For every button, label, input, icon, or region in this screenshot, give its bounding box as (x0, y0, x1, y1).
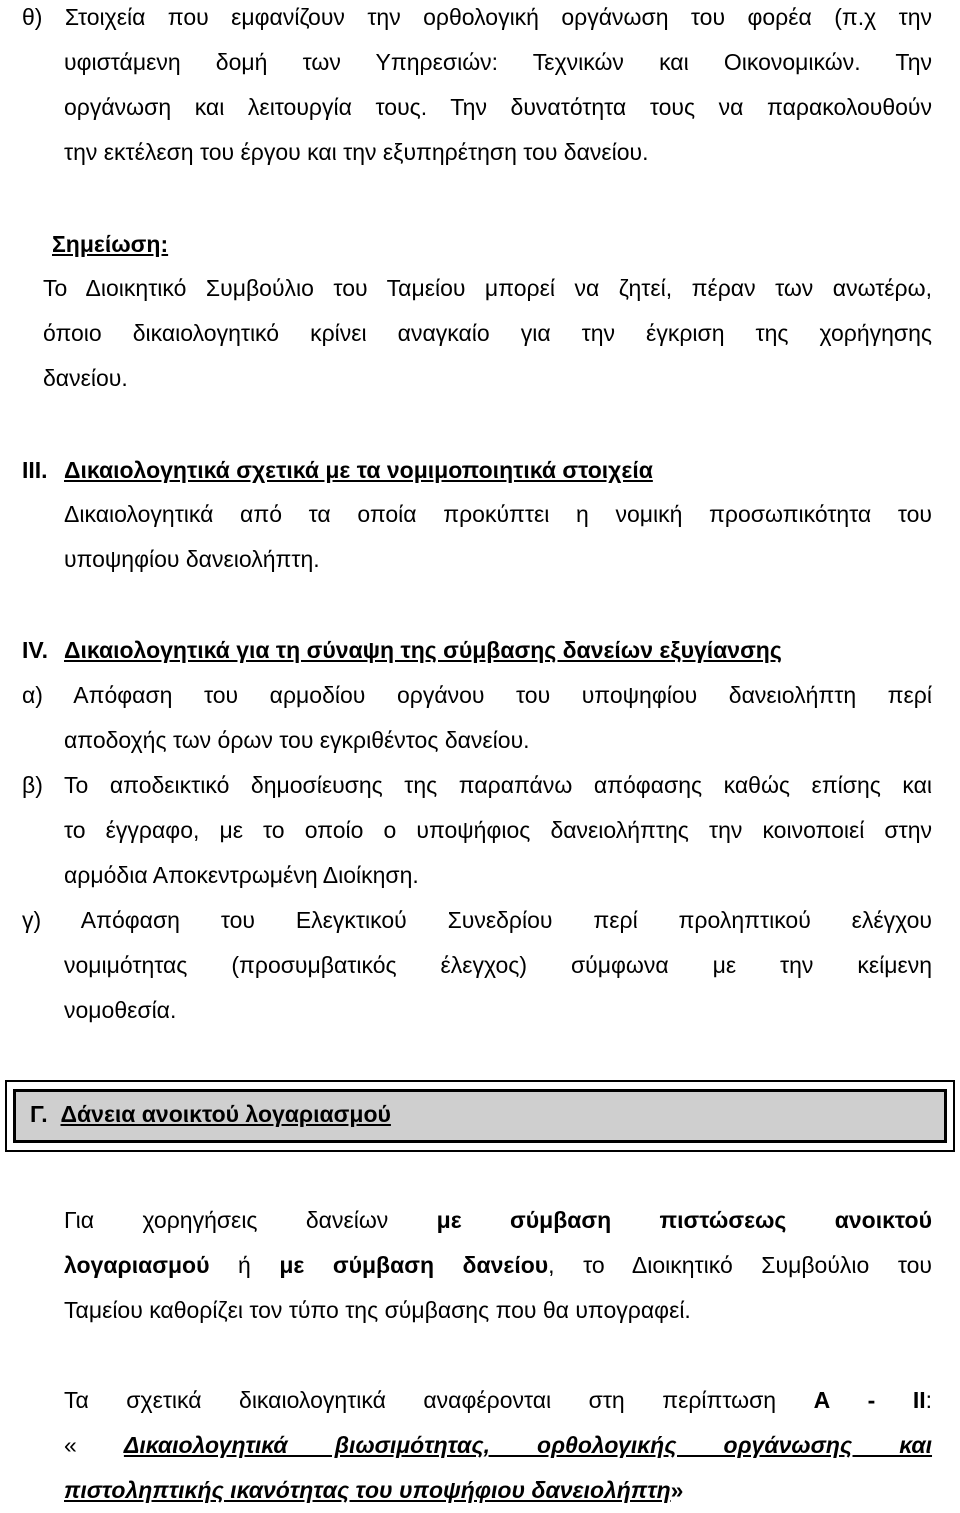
item-b-line-1: β) Το αποδεικτικό δημοσίευσης της παραπάνω απόφασης καθώς επίσης και (22, 772, 932, 798)
note-title: Σημείωση: (52, 231, 169, 257)
para2-quoted-title: Δικαιολογητικά βιωσιμότητας, ορθολογικής οργάνωσης και (123, 1432, 933, 1458)
section-g-header-box (5, 1080, 955, 1152)
section3-line-1: Δικαιολογητικά από τα οποία προκύπτει η νομική προσωπικότητα του (64, 501, 932, 527)
section3-heading: Δικαιολογητικά σχετικά με τα νομιμοποιητικά στοιχεία (64, 457, 653, 483)
note-line-3: δανείου. (43, 365, 128, 391)
para1-line-1 (64, 1205, 932, 1235)
para1-bold-text: με σύμβαση πιστώσεως ανοικτού (436, 1207, 932, 1233)
note-line-1: Το Διοικητικό Συμβούλιο του Ταμείου μπορεί να ζητεί, πέραν των ανωτέρω, (43, 275, 932, 301)
theta-line-3: οργάνωση και λειτουργία τους. Την δυνατότητα τους να παρακολουθούν (64, 94, 932, 120)
theta-line-4: την εκτέλεση του έργου και την εξυπηρέτηση του δανείου. (64, 139, 649, 165)
para2-reference: Α - ΙΙ (813, 1387, 926, 1413)
section-g-heading (30, 1099, 391, 1129)
para1-line-3: Ταμείου καθορίζει τον τύπο της σύμβασης που θα υπογραφεί. (64, 1297, 691, 1323)
theta-line-1: θ) Στοιχεία που εμφανίζουν την ορθολογική οργάνωση του φορέα (π.χ την (22, 4, 932, 30)
section4-number: IV. (22, 637, 49, 663)
para2-line-2 (64, 1430, 932, 1460)
section-g-header-shade (13, 1089, 947, 1143)
para2-line-1 (64, 1385, 932, 1415)
item-c-line-3: νομοθεσία. (64, 997, 177, 1023)
para1-line-2 (64, 1250, 932, 1280)
item-a-line-2: αποδοχής των όρων του εγκριθέντος δανείου. (64, 727, 530, 753)
para2-quote-close: » (670, 1477, 684, 1503)
item-b-line-2: το έγγραφο, με το οποίο ο υποψήφιος δανειολήπτης την κοινοποιεί στην (64, 817, 932, 843)
para2-quoted-title: πιστοληπτικής ικανότητας του υποψήφιου δανειολήπτη (64, 1477, 671, 1503)
para2-line-3 (64, 1475, 683, 1505)
section-g-title: Δάνεια ανοικτού λογαριασμού (60, 1101, 391, 1127)
theta-line-2: υφιστάμενη δομή των Υπηρεσιών: Τεχνικών και Οικονομικών. Την (64, 49, 932, 75)
item-a-line-1: α) Απόφαση του αρμοδίου οργάνου του υποψηφίου δανειολήπτη περί (22, 682, 932, 708)
section4-heading: Δικαιολογητικά για τη σύναψη της σύμβασης δανείων εξυγίανσης (64, 637, 782, 663)
item-b-line-3: αρμόδια Αποκεντρωμένη Διοίκηση. (64, 862, 419, 888)
para2-text: : (925, 1387, 932, 1413)
para2-text: Τα σχετικά δικαιολογητικά αναφέρονται στη περίπτωση (64, 1387, 814, 1413)
para1-text: Για χορηγήσεις δανείων (64, 1207, 437, 1233)
para1-bold-text: λογαριασμού (64, 1252, 210, 1278)
section-g-letter: Γ. (30, 1101, 48, 1127)
section3-line-2: υποψηφίου δανειολήπτη. (64, 546, 320, 572)
item-c-line-2: νομιμότητας (προσυμβατικός έλεγχος) σύμφωνα με την κείμενη (64, 952, 932, 978)
para1-text: ή (209, 1252, 280, 1278)
para1-bold-text: με σύμβαση δανείου (279, 1252, 549, 1278)
note-line-2: όποιο δικαιολογητικό κρίνει αναγκαίο για την έγκριση της χορήγησης (43, 320, 932, 346)
item-c-line-1: γ) Απόφαση του Ελεγκτικού Συνεδρίου περί προληπτικού ελέγχου (22, 907, 932, 933)
para1-text: , το Διοικητικό Συμβούλιο του (548, 1252, 932, 1278)
para2-quote-open: « (64, 1432, 77, 1458)
section3-number: ΙΙΙ. (22, 457, 48, 483)
